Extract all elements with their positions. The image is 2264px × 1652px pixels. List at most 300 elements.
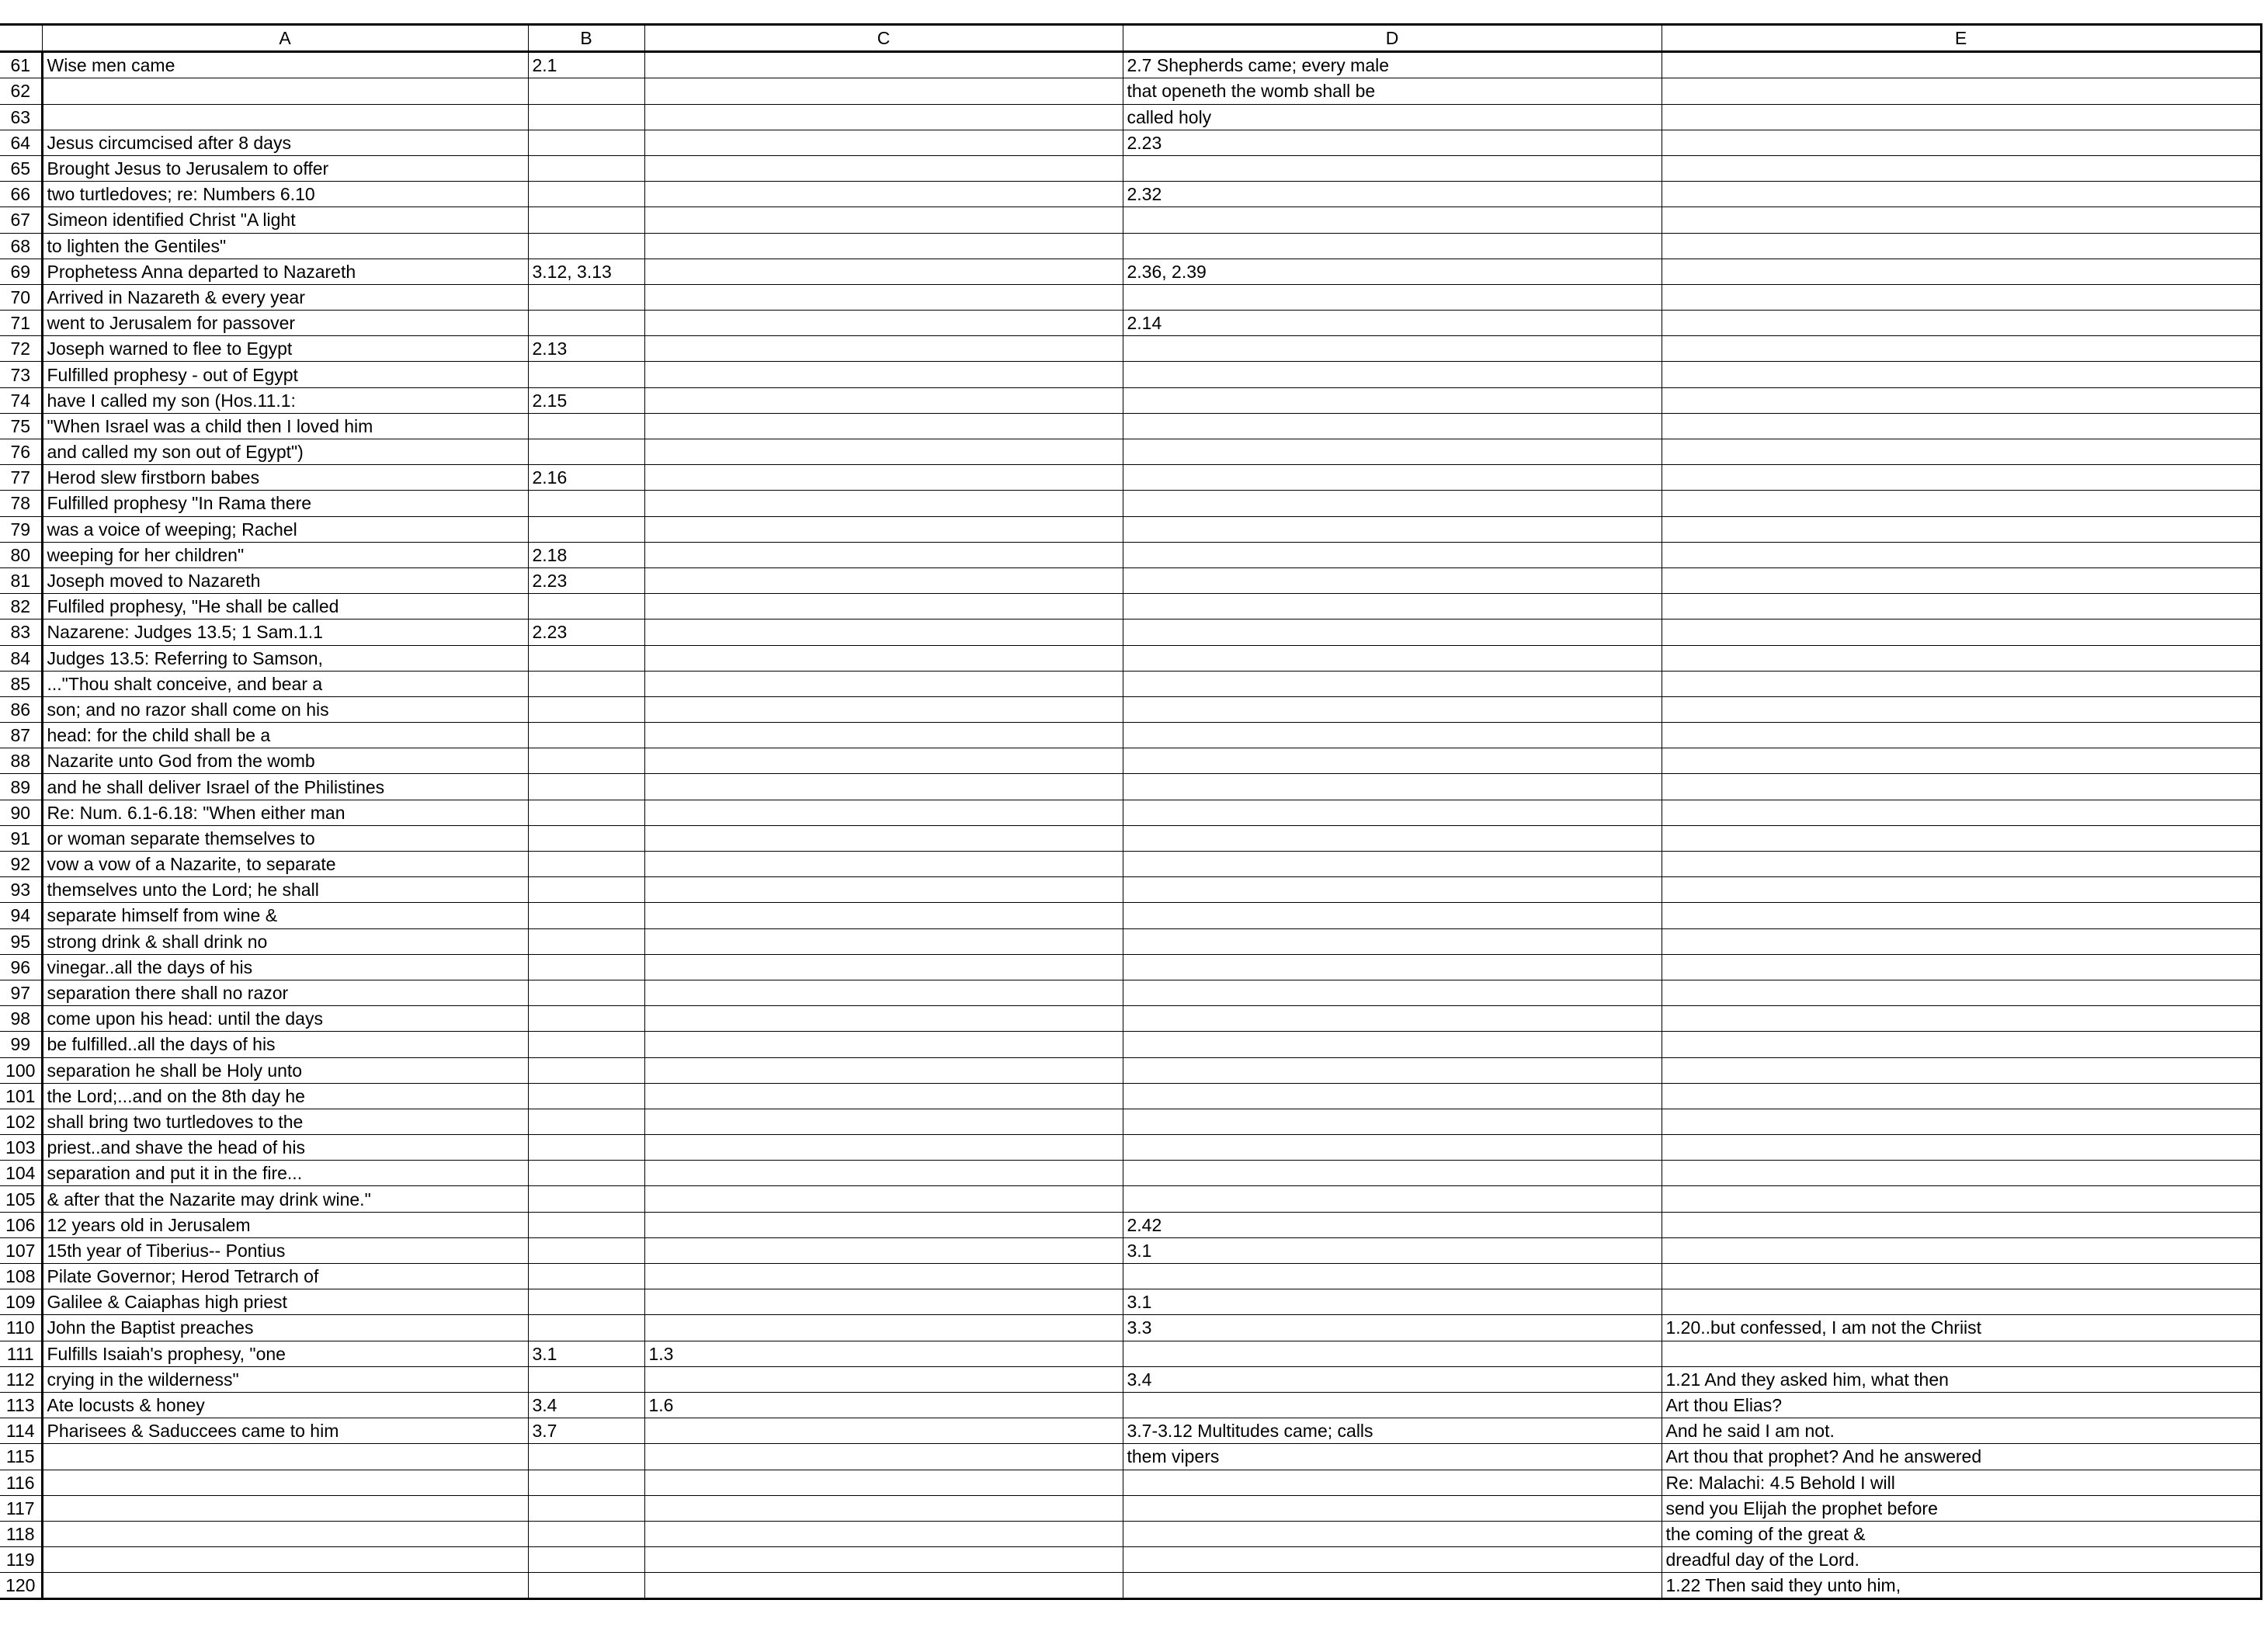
cell-a[interactable]: Simeon identified Christ "A light — [42, 207, 528, 233]
cell-b[interactable]: 2.1 — [528, 52, 644, 78]
cell-a[interactable]: separation there shall no razor — [42, 980, 528, 1005]
cell-e[interactable] — [1662, 207, 2261, 233]
row-number[interactable]: 99 — [0, 1032, 42, 1057]
cell-e[interactable] — [1662, 696, 2261, 722]
cell-a[interactable]: "When Israel was a child then I loved him — [42, 413, 528, 439]
cell-d[interactable] — [1123, 1547, 1662, 1573]
cell-d[interactable] — [1123, 1135, 1662, 1161]
cell-b[interactable] — [528, 825, 644, 851]
cell-e[interactable]: Art thou Elias? — [1662, 1392, 2261, 1418]
cell-b[interactable] — [528, 1161, 644, 1186]
cell-d[interactable] — [1123, 980, 1662, 1005]
cell-e[interactable]: 1.20..but confessed, I am not the Chriist — [1662, 1315, 2261, 1341]
cell-a[interactable] — [42, 1573, 528, 1599]
row-number[interactable]: 101 — [0, 1083, 42, 1109]
cell-b[interactable]: 3.12, 3.13 — [528, 259, 644, 284]
cell-e[interactable]: Art thou that prophet? And he answered — [1662, 1444, 2261, 1470]
cell-c[interactable] — [644, 877, 1123, 903]
row-number[interactable]: 107 — [0, 1237, 42, 1263]
cell-c[interactable] — [644, 52, 1123, 78]
cell-e[interactable] — [1662, 567, 2261, 593]
cell-a[interactable]: Prophetess Anna departed to Nazareth — [42, 259, 528, 284]
select-all-corner[interactable] — [0, 25, 42, 52]
cell-a[interactable]: shall bring two turtledoves to the — [42, 1109, 528, 1134]
cell-b[interactable] — [528, 78, 644, 104]
cell-c[interactable] — [644, 439, 1123, 465]
cell-b[interactable] — [528, 311, 644, 336]
cell-e[interactable] — [1662, 516, 2261, 542]
cell-c[interactable] — [644, 362, 1123, 387]
cell-b[interactable] — [528, 1237, 644, 1263]
cell-c[interactable] — [644, 491, 1123, 516]
cell-b[interactable] — [528, 1186, 644, 1212]
cell-b[interactable] — [528, 877, 644, 903]
cell-d[interactable] — [1123, 1495, 1662, 1521]
cell-c[interactable] — [644, 1547, 1123, 1573]
cell-c[interactable] — [644, 903, 1123, 928]
cell-b[interactable] — [528, 954, 644, 980]
cell-b[interactable] — [528, 284, 644, 310]
cell-c[interactable] — [644, 1573, 1123, 1599]
cell-b[interactable] — [528, 1135, 644, 1161]
cell-b[interactable] — [528, 1366, 644, 1392]
cell-c[interactable] — [644, 387, 1123, 413]
row-number[interactable]: 91 — [0, 825, 42, 851]
cell-e[interactable] — [1662, 980, 2261, 1005]
cell-a[interactable] — [42, 1470, 528, 1495]
cell-c[interactable] — [644, 1006, 1123, 1032]
cell-b[interactable] — [528, 1264, 644, 1289]
cell-c[interactable] — [644, 311, 1123, 336]
row-number[interactable]: 96 — [0, 954, 42, 980]
row-number[interactable]: 64 — [0, 130, 42, 155]
row-number[interactable]: 73 — [0, 362, 42, 387]
cell-a[interactable]: Galilee & Caiaphas high priest — [42, 1289, 528, 1315]
cell-d[interactable]: 2.32 — [1123, 182, 1662, 207]
cell-b[interactable] — [528, 1495, 644, 1521]
cell-e[interactable] — [1662, 748, 2261, 774]
row-number[interactable]: 92 — [0, 852, 42, 877]
row-number[interactable]: 95 — [0, 928, 42, 954]
cell-d[interactable] — [1123, 1470, 1662, 1495]
row-number[interactable]: 83 — [0, 620, 42, 645]
cell-d[interactable] — [1123, 645, 1662, 671]
cell-a[interactable]: or woman separate themselves to — [42, 825, 528, 851]
cell-d[interactable]: 3.1 — [1123, 1289, 1662, 1315]
cell-c[interactable] — [644, 1032, 1123, 1057]
cell-a[interactable]: priest..and shave the head of his — [42, 1135, 528, 1161]
cell-e[interactable] — [1662, 1237, 2261, 1263]
cell-d[interactable] — [1123, 723, 1662, 748]
cell-b[interactable] — [528, 439, 644, 465]
cell-e[interactable] — [1662, 233, 2261, 259]
cell-a[interactable] — [42, 1495, 528, 1521]
cell-b[interactable] — [528, 182, 644, 207]
cell-d[interactable] — [1123, 1264, 1662, 1289]
cell-b[interactable]: 2.18 — [528, 542, 644, 567]
cell-c[interactable] — [644, 336, 1123, 362]
cell-d[interactable] — [1123, 1032, 1662, 1057]
cell-e[interactable] — [1662, 182, 2261, 207]
cell-d[interactable]: 3.3 — [1123, 1315, 1662, 1341]
cell-b[interactable] — [528, 130, 644, 155]
cell-e[interactable] — [1662, 620, 2261, 645]
cell-b[interactable] — [528, 1109, 644, 1134]
cell-e[interactable] — [1662, 1161, 2261, 1186]
cell-c[interactable] — [644, 645, 1123, 671]
cell-a[interactable]: Judges 13.5: Referring to Samson, — [42, 645, 528, 671]
cell-d[interactable] — [1123, 852, 1662, 877]
cell-a[interactable]: strong drink & shall drink no — [42, 928, 528, 954]
cell-d[interactable] — [1123, 1521, 1662, 1546]
row-number[interactable]: 89 — [0, 774, 42, 800]
cell-e[interactable] — [1662, 259, 2261, 284]
cell-a[interactable]: separation and put it in the fire... — [42, 1161, 528, 1186]
cell-c[interactable] — [644, 980, 1123, 1005]
cell-b[interactable] — [528, 1057, 644, 1083]
cell-b[interactable] — [528, 1470, 644, 1495]
cell-c[interactable] — [644, 1237, 1123, 1263]
cell-c[interactable] — [644, 1366, 1123, 1392]
row-number[interactable]: 61 — [0, 52, 42, 78]
cell-c[interactable] — [644, 774, 1123, 800]
cell-e[interactable] — [1662, 1006, 2261, 1032]
cell-d[interactable] — [1123, 1573, 1662, 1599]
cell-a[interactable] — [42, 1521, 528, 1546]
cell-c[interactable] — [644, 671, 1123, 696]
cell-a[interactable] — [42, 1547, 528, 1573]
cell-b[interactable] — [528, 696, 644, 722]
cell-d[interactable]: 3.7-3.12 Multitudes came; calls — [1123, 1418, 1662, 1444]
cell-c[interactable] — [644, 284, 1123, 310]
cell-b[interactable] — [528, 1032, 644, 1057]
cell-c[interactable]: 1.6 — [644, 1392, 1123, 1418]
cell-a[interactable]: Wise men came — [42, 52, 528, 78]
cell-a[interactable]: to lighten the Gentiles" — [42, 233, 528, 259]
cell-a[interactable]: Joseph moved to Nazareth — [42, 567, 528, 593]
cell-d[interactable] — [1123, 800, 1662, 825]
cell-d[interactable] — [1123, 542, 1662, 567]
row-number[interactable]: 79 — [0, 516, 42, 542]
cell-a[interactable]: and called my son out of Egypt") — [42, 439, 528, 465]
row-number[interactable]: 82 — [0, 594, 42, 620]
row-number[interactable]: 108 — [0, 1264, 42, 1289]
cell-c[interactable] — [644, 1135, 1123, 1161]
cell-e[interactable] — [1662, 1083, 2261, 1109]
cell-e[interactable] — [1662, 439, 2261, 465]
cell-a[interactable]: Brought Jesus to Jerusalem to offer — [42, 155, 528, 181]
cell-a[interactable]: Re: Num. 6.1-6.18: "When either man — [42, 800, 528, 825]
column-header-a[interactable]: A — [42, 25, 528, 52]
cell-e[interactable] — [1662, 645, 2261, 671]
cell-d[interactable] — [1123, 387, 1662, 413]
cell-d[interactable] — [1123, 1186, 1662, 1212]
cell-b[interactable]: 2.15 — [528, 387, 644, 413]
cell-b[interactable]: 2.23 — [528, 620, 644, 645]
row-number[interactable]: 110 — [0, 1315, 42, 1341]
cell-e[interactable] — [1662, 542, 2261, 567]
cell-a[interactable]: Fulfiled prophesy, "He shall be called — [42, 594, 528, 620]
cell-a[interactable]: ..."Thou shalt conceive, and bear a — [42, 671, 528, 696]
cell-c[interactable] — [644, 182, 1123, 207]
row-number[interactable]: 69 — [0, 259, 42, 284]
row-number[interactable]: 67 — [0, 207, 42, 233]
row-number[interactable]: 115 — [0, 1444, 42, 1470]
cell-e[interactable]: the coming of the great & — [1662, 1521, 2261, 1546]
cell-d[interactable] — [1123, 748, 1662, 774]
cell-a[interactable]: Pharisees & Saduccees came to him — [42, 1418, 528, 1444]
cell-a[interactable]: Pilate Governor; Herod Tetrarch of — [42, 1264, 528, 1289]
cell-d[interactable]: 2.36, 2.39 — [1123, 259, 1662, 284]
cell-a[interactable]: separate himself from wine & — [42, 903, 528, 928]
cell-c[interactable] — [644, 696, 1123, 722]
cell-a[interactable]: Ate locusts & honey — [42, 1392, 528, 1418]
cell-c[interactable] — [644, 928, 1123, 954]
cell-e[interactable] — [1662, 723, 2261, 748]
row-number[interactable]: 118 — [0, 1521, 42, 1546]
cell-c[interactable] — [644, 800, 1123, 825]
row-number[interactable]: 104 — [0, 1161, 42, 1186]
cell-b[interactable]: 2.16 — [528, 465, 644, 491]
row-number[interactable]: 102 — [0, 1109, 42, 1134]
row-number[interactable]: 113 — [0, 1392, 42, 1418]
row-number[interactable]: 81 — [0, 567, 42, 593]
cell-e[interactable] — [1662, 52, 2261, 78]
cell-c[interactable] — [644, 207, 1123, 233]
cell-c[interactable] — [644, 594, 1123, 620]
cell-d[interactable] — [1123, 620, 1662, 645]
cell-a[interactable]: Nazarite unto God from the womb — [42, 748, 528, 774]
cell-c[interactable] — [644, 1186, 1123, 1212]
cell-b[interactable] — [528, 748, 644, 774]
row-number[interactable]: 105 — [0, 1186, 42, 1212]
column-header-b[interactable]: B — [528, 25, 644, 52]
cell-d[interactable]: called holy — [1123, 104, 1662, 130]
cell-d[interactable] — [1123, 465, 1662, 491]
cell-d[interactable]: them vipers — [1123, 1444, 1662, 1470]
row-number[interactable]: 120 — [0, 1573, 42, 1599]
cell-a[interactable]: two turtledoves; re: Numbers 6.10 — [42, 182, 528, 207]
cell-d[interactable] — [1123, 877, 1662, 903]
cell-d[interactable] — [1123, 233, 1662, 259]
row-number[interactable]: 103 — [0, 1135, 42, 1161]
row-number[interactable]: 93 — [0, 877, 42, 903]
cell-a[interactable]: went to Jerusalem for passover — [42, 311, 528, 336]
cell-a[interactable]: vinegar..all the days of his — [42, 954, 528, 980]
cell-b[interactable] — [528, 1444, 644, 1470]
cell-d[interactable]: 2.14 — [1123, 311, 1662, 336]
cell-e[interactable] — [1662, 1032, 2261, 1057]
cell-e[interactable] — [1662, 362, 2261, 387]
row-number[interactable]: 78 — [0, 491, 42, 516]
cell-c[interactable]: 1.3 — [644, 1341, 1123, 1366]
cell-b[interactable] — [528, 155, 644, 181]
cell-b[interactable] — [528, 1547, 644, 1573]
cell-d[interactable] — [1123, 954, 1662, 980]
cell-c[interactable] — [644, 1289, 1123, 1315]
cell-e[interactable] — [1662, 491, 2261, 516]
cell-c[interactable] — [644, 465, 1123, 491]
cell-d[interactable] — [1123, 928, 1662, 954]
cell-c[interactable] — [644, 104, 1123, 130]
cell-b[interactable] — [528, 645, 644, 671]
cell-d[interactable] — [1123, 774, 1662, 800]
row-number[interactable]: 88 — [0, 748, 42, 774]
row-number[interactable]: 98 — [0, 1006, 42, 1032]
cell-b[interactable] — [528, 774, 644, 800]
cell-b[interactable] — [528, 1315, 644, 1341]
cell-d[interactable] — [1123, 155, 1662, 181]
row-number[interactable]: 112 — [0, 1366, 42, 1392]
cell-a[interactable]: 15th year of Tiberius-- Pontius — [42, 1237, 528, 1263]
column-header-e[interactable]: E — [1662, 25, 2261, 52]
cell-b[interactable] — [528, 800, 644, 825]
cell-e[interactable] — [1662, 877, 2261, 903]
cell-c[interactable] — [644, 542, 1123, 567]
cell-e[interactable] — [1662, 1135, 2261, 1161]
row-number[interactable]: 100 — [0, 1057, 42, 1083]
cell-b[interactable]: 2.23 — [528, 567, 644, 593]
row-number[interactable]: 72 — [0, 336, 42, 362]
cell-c[interactable] — [644, 1057, 1123, 1083]
cell-d[interactable]: 3.1 — [1123, 1237, 1662, 1263]
cell-a[interactable] — [42, 104, 528, 130]
cell-c[interactable] — [644, 233, 1123, 259]
cell-e[interactable]: send you Elijah the prophet before — [1662, 1495, 2261, 1521]
cell-a[interactable]: Jesus circumcised after 8 days — [42, 130, 528, 155]
row-number[interactable]: 111 — [0, 1341, 42, 1366]
cell-b[interactable] — [528, 362, 644, 387]
row-number[interactable]: 87 — [0, 723, 42, 748]
cell-c[interactable] — [644, 1083, 1123, 1109]
cell-b[interactable] — [528, 413, 644, 439]
cell-b[interactable] — [528, 723, 644, 748]
cell-c[interactable] — [644, 155, 1123, 181]
cell-b[interactable]: 3.7 — [528, 1418, 644, 1444]
cell-a[interactable]: themselves unto the Lord; he shall — [42, 877, 528, 903]
cell-d[interactable] — [1123, 1083, 1662, 1109]
cell-e[interactable] — [1662, 1289, 2261, 1315]
cell-d[interactable] — [1123, 439, 1662, 465]
cell-d[interactable]: 3.4 — [1123, 1366, 1662, 1392]
cell-e[interactable]: And he said I am not. — [1662, 1418, 2261, 1444]
cell-a[interactable]: Nazarene: Judges 13.5; 1 Sam.1.1 — [42, 620, 528, 645]
cell-a[interactable]: be fulfilled..all the days of his — [42, 1032, 528, 1057]
cell-a[interactable]: have I called my son (Hos.11.1: — [42, 387, 528, 413]
cell-a[interactable]: Fulfills Isaiah's prophesy, "one — [42, 1341, 528, 1366]
cell-d[interactable] — [1123, 336, 1662, 362]
cell-c[interactable] — [644, 954, 1123, 980]
cell-c[interactable] — [644, 1444, 1123, 1470]
row-number[interactable]: 119 — [0, 1547, 42, 1573]
row-number[interactable]: 114 — [0, 1418, 42, 1444]
row-number[interactable]: 97 — [0, 980, 42, 1005]
cell-e[interactable] — [1662, 594, 2261, 620]
row-number[interactable]: 94 — [0, 903, 42, 928]
row-number[interactable]: 68 — [0, 233, 42, 259]
cell-c[interactable] — [644, 1315, 1123, 1341]
cell-e[interactable] — [1662, 1057, 2261, 1083]
cell-b[interactable] — [528, 903, 644, 928]
cell-b[interactable] — [528, 1521, 644, 1546]
cell-b[interactable] — [528, 516, 644, 542]
cell-a[interactable]: separation he shall be Holy unto — [42, 1057, 528, 1083]
cell-b[interactable] — [528, 491, 644, 516]
cell-e[interactable] — [1662, 954, 2261, 980]
cell-e[interactable] — [1662, 774, 2261, 800]
cell-a[interactable]: head: for the child shall be a — [42, 723, 528, 748]
cell-a[interactable]: was a voice of weeping; Rachel — [42, 516, 528, 542]
cell-d[interactable]: that openeth the womb shall be — [1123, 78, 1662, 104]
cell-d[interactable] — [1123, 413, 1662, 439]
cell-d[interactable] — [1123, 594, 1662, 620]
cell-d[interactable]: 2.7 Shepherds came; every male — [1123, 52, 1662, 78]
cell-d[interactable] — [1123, 1341, 1662, 1366]
cell-c[interactable] — [644, 259, 1123, 284]
cell-c[interactable] — [644, 620, 1123, 645]
cell-c[interactable] — [644, 1109, 1123, 1134]
cell-b[interactable] — [528, 980, 644, 1005]
cell-c[interactable] — [644, 852, 1123, 877]
cell-d[interactable] — [1123, 491, 1662, 516]
cell-b[interactable]: 2.13 — [528, 336, 644, 362]
cell-d[interactable] — [1123, 1161, 1662, 1186]
cell-a[interactable]: Joseph warned to flee to Egypt — [42, 336, 528, 362]
cell-e[interactable] — [1662, 387, 2261, 413]
cell-c[interactable] — [644, 516, 1123, 542]
cell-d[interactable] — [1123, 207, 1662, 233]
cell-e[interactable] — [1662, 903, 2261, 928]
cell-e[interactable] — [1662, 155, 2261, 181]
cell-e[interactable] — [1662, 1186, 2261, 1212]
cell-e[interactable]: 1.21 And they asked him, what then — [1662, 1366, 2261, 1392]
cell-a[interactable]: vow a vow of a Nazarite, to separate — [42, 852, 528, 877]
cell-a[interactable]: come upon his head: until the days — [42, 1006, 528, 1032]
row-number[interactable]: 76 — [0, 439, 42, 465]
cell-a[interactable]: son; and no razor shall come on his — [42, 696, 528, 722]
cell-b[interactable] — [528, 1289, 644, 1315]
cell-a[interactable]: & after that the Nazarite may drink wine." — [42, 1186, 528, 1212]
cell-e[interactable] — [1662, 284, 2261, 310]
cell-e[interactable] — [1662, 311, 2261, 336]
cell-b[interactable] — [528, 594, 644, 620]
row-number[interactable]: 84 — [0, 645, 42, 671]
column-header-d[interactable]: D — [1123, 25, 1662, 52]
cell-b[interactable] — [528, 852, 644, 877]
cell-c[interactable] — [644, 413, 1123, 439]
row-number[interactable]: 117 — [0, 1495, 42, 1521]
row-number[interactable]: 77 — [0, 465, 42, 491]
cell-b[interactable] — [528, 104, 644, 130]
cell-a[interactable] — [42, 1444, 528, 1470]
cell-d[interactable] — [1123, 825, 1662, 851]
cell-a[interactable]: Herod slew firstborn babes — [42, 465, 528, 491]
column-header-c[interactable]: C — [644, 25, 1123, 52]
cell-a[interactable]: crying in the wilderness" — [42, 1366, 528, 1392]
cell-b[interactable]: 3.1 — [528, 1341, 644, 1366]
cell-b[interactable] — [528, 928, 644, 954]
cell-c[interactable] — [644, 825, 1123, 851]
cell-e[interactable]: 1.22 Then said they unto him, — [1662, 1573, 2261, 1599]
cell-c[interactable] — [644, 1470, 1123, 1495]
cell-e[interactable] — [1662, 1341, 2261, 1366]
cell-d[interactable] — [1123, 1109, 1662, 1134]
cell-a[interactable]: 12 years old in Jerusalem — [42, 1212, 528, 1237]
cell-e[interactable] — [1662, 465, 2261, 491]
cell-e[interactable] — [1662, 336, 2261, 362]
cell-b[interactable] — [528, 207, 644, 233]
cell-a[interactable]: and he shall deliver Israel of the Philistines — [42, 774, 528, 800]
